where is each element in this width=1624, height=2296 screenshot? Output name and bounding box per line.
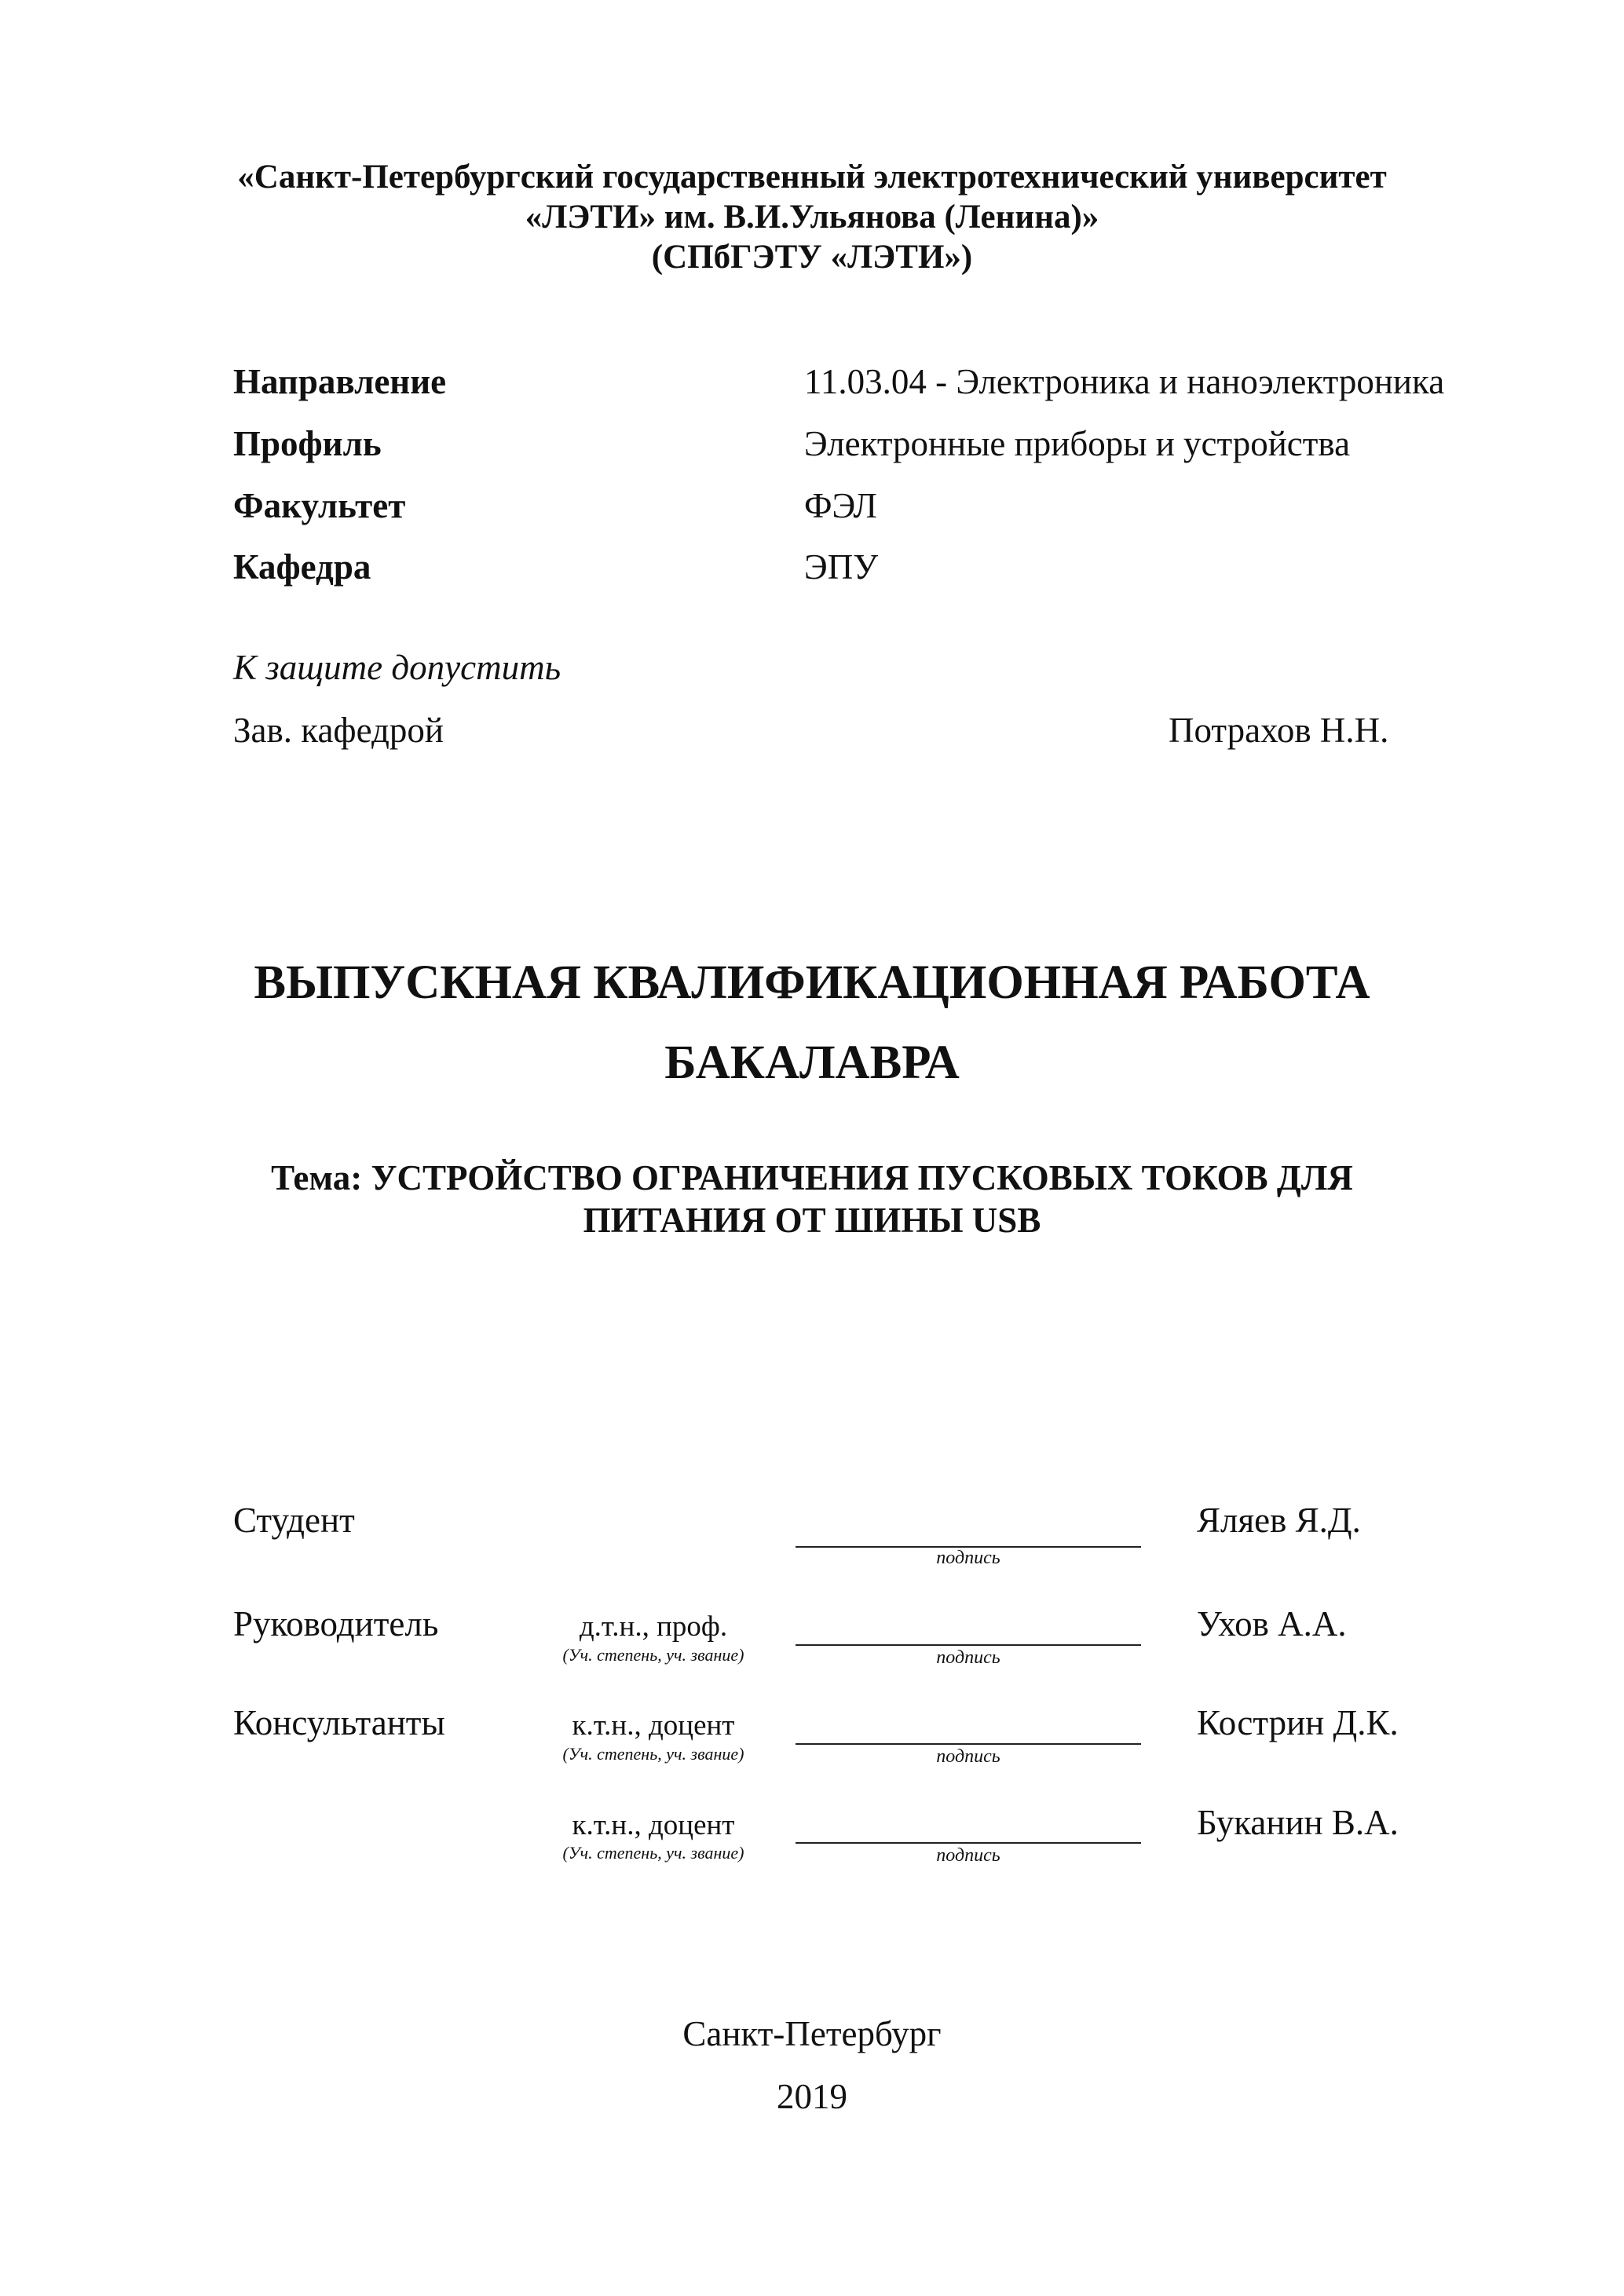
- consultant1-degree: к.т.н., доцент: [572, 1709, 735, 1742]
- consultant2-degree: к.т.н., доцент: [572, 1809, 735, 1841]
- signature-name-supervisor: Ухов А.А.: [1197, 1604, 1347, 1643]
- signature-name-consultant1: Кострин Д.К.: [1197, 1703, 1399, 1742]
- signature-caption: подпись: [936, 1746, 1000, 1767]
- label-direction: Направление: [233, 362, 447, 401]
- value-direction: 11.03.04 - Электроника и наноэлектроника: [804, 362, 1445, 401]
- signature-name-student: Яляев Я.Д.: [1197, 1501, 1361, 1540]
- degree-caption: (Уч. степень, уч. звание): [562, 1744, 744, 1764]
- topic-line1: Тема: УСТРОЙСТВО ОГРАНИЧЕНИЯ ПУСКОВЫХ ТОКОВ ДЛЯ: [271, 1158, 1353, 1197]
- value-department: ЭПУ: [804, 547, 879, 587]
- value-profile: Электронные приборы и устройства: [804, 424, 1351, 463]
- work-title-line2: БАКАЛАВРА: [664, 1036, 960, 1089]
- signature-caption: подпись: [936, 1647, 1000, 1668]
- value-faculty: ФЭЛ: [804, 486, 877, 525]
- admission-head-name: Потрахов Н.Н.: [1169, 711, 1389, 750]
- signature-line: [796, 1743, 1141, 1745]
- signature-role-supervisor: Руководитель: [233, 1604, 439, 1643]
- signature-name-consultant2: Буканин В.А.: [1197, 1803, 1399, 1842]
- degree-caption: (Уч. степень, уч. звание): [562, 1645, 744, 1665]
- university-abbreviation: (СПбГЭТУ «ЛЭТИ»): [651, 239, 973, 276]
- university-name-line2: «ЛЭТИ» им. В.И.Ульянова (Ленина)»: [525, 199, 1099, 236]
- footer-year: 2019: [777, 2077, 847, 2116]
- signature-role-consultants: Консультанты: [233, 1703, 445, 1742]
- label-profile: Профиль: [233, 424, 382, 463]
- footer-city: Санкт-Петербург: [682, 2014, 942, 2053]
- signature-line: [796, 1842, 1141, 1844]
- university-name-line1: «Санкт-Петербургский государственный электротехнический университет: [237, 159, 1387, 196]
- topic-line2: ПИТАНИЯ ОТ ШИНЫ USB: [583, 1201, 1041, 1240]
- admission-position: Зав. кафедрой: [233, 711, 444, 750]
- signature-role-student: Студент: [233, 1501, 355, 1540]
- admission-label: К защите допустить: [233, 648, 561, 687]
- supervisor-degree: д.т.н., проф.: [579, 1610, 728, 1643]
- degree-caption: (Уч. степень, уч. звание): [562, 1843, 744, 1863]
- label-faculty: Факультет: [233, 486, 406, 525]
- signature-caption: подпись: [936, 1845, 1000, 1866]
- label-department: Кафедра: [233, 547, 371, 587]
- signature-line: [796, 1644, 1141, 1646]
- signature-caption: подпись: [936, 1548, 1000, 1568]
- work-title-line1: ВЫПУСКНАЯ КВАЛИФИКАЦИОННАЯ РАБОТА: [254, 956, 1370, 1009]
